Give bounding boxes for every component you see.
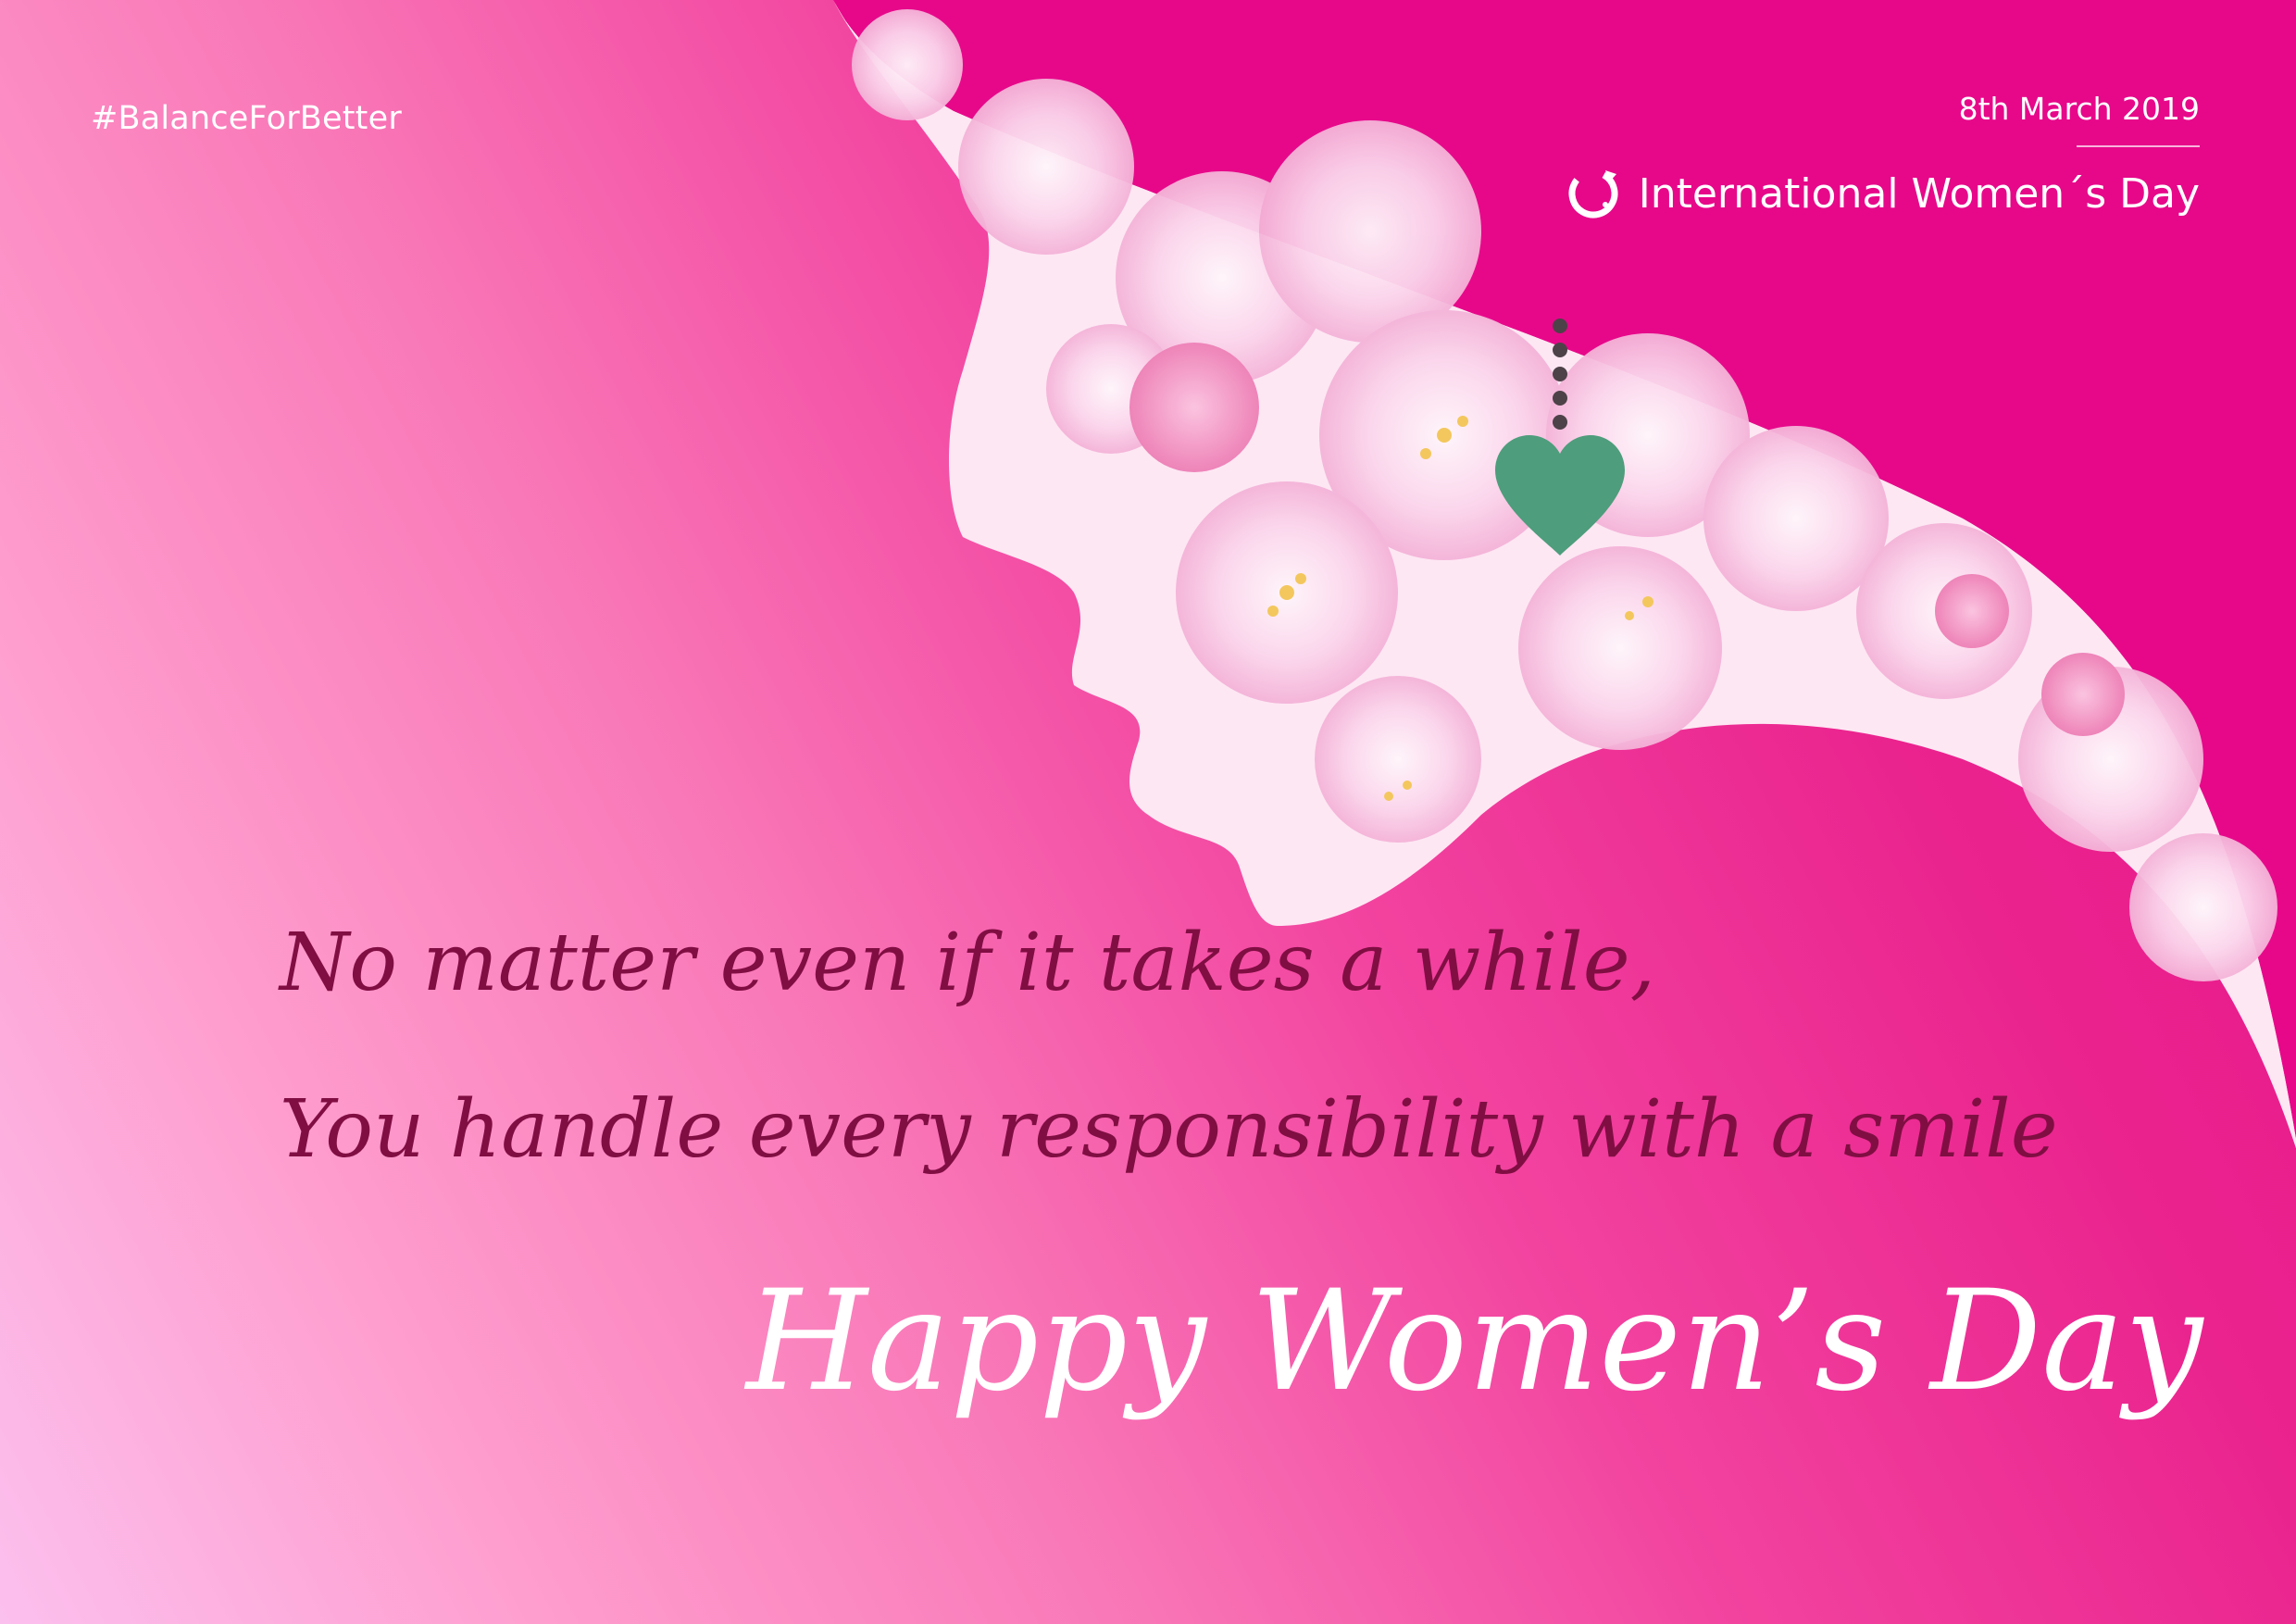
blossom bbox=[852, 9, 963, 120]
blossom bbox=[1518, 546, 1722, 750]
hashtag-label: #BalanceForBetter bbox=[91, 100, 402, 137]
brand-name: International Women´s Day bbox=[1638, 169, 2200, 218]
iwd-logo-icon bbox=[1565, 165, 1622, 222]
blossom-bud bbox=[1129, 343, 1259, 472]
blossom bbox=[1259, 120, 1481, 343]
blossom bbox=[1315, 676, 1481, 843]
brand-block bbox=[1565, 165, 2200, 222]
blossom-bud bbox=[2041, 653, 2125, 736]
event-date: 8th March 2019 bbox=[1958, 91, 2200, 127]
header-divider bbox=[2077, 145, 2200, 147]
quote-line-2: You handle every responsibility with a smile bbox=[280, 1083, 2058, 1176]
greeting-title: Happy Women’s Day bbox=[746, 1261, 2203, 1422]
blossom-bud bbox=[1935, 574, 2009, 648]
blossom bbox=[958, 79, 1134, 255]
quote-line-1: No matter even if it takes a while, bbox=[280, 917, 1655, 1009]
blossom bbox=[2129, 833, 2277, 981]
